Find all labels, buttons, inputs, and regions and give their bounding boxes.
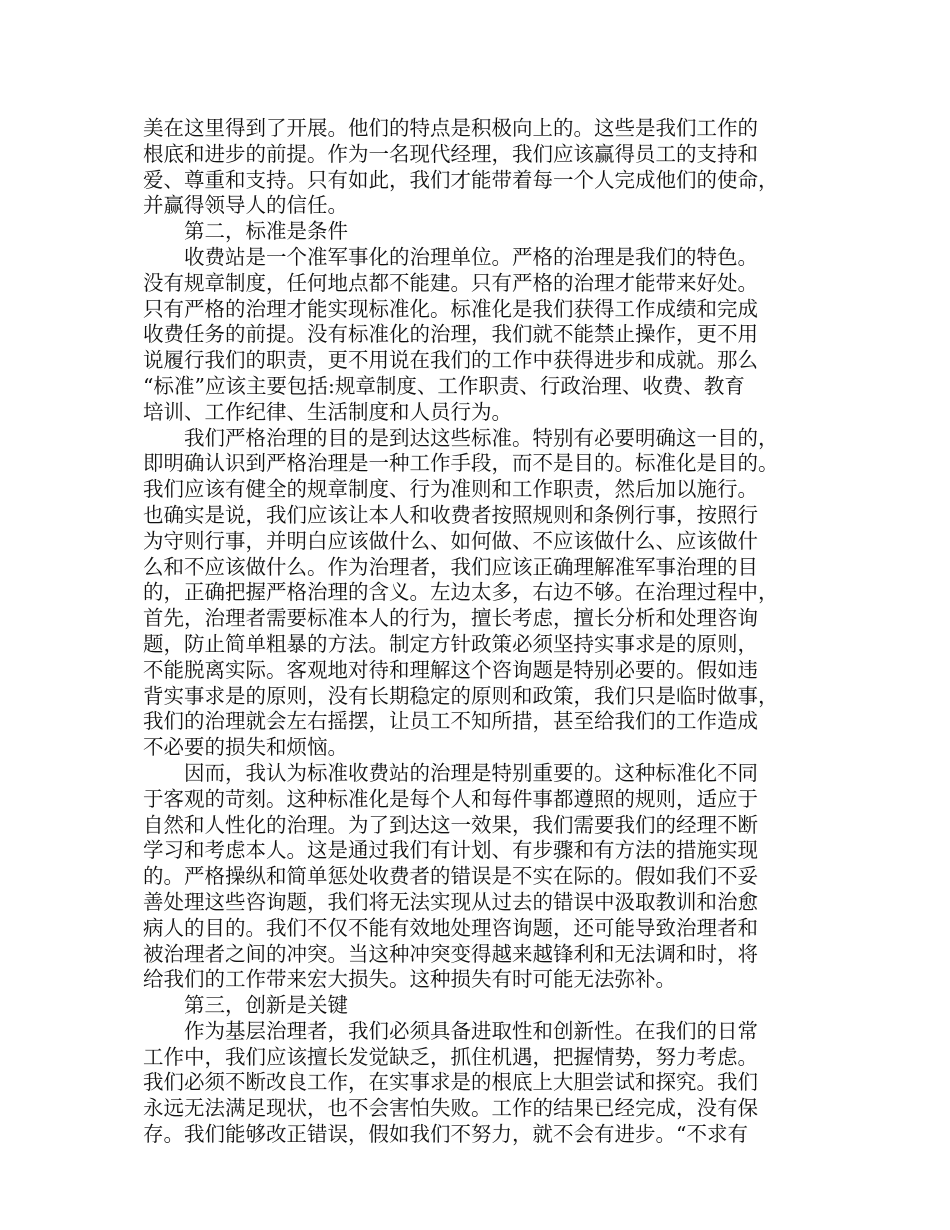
text-line: 么和不应该做什么。作为治理者，我们应该正确理解准军事治理的目 bbox=[143, 554, 758, 579]
text-line: 我们严格治理的目的是到达这些标准。特别有必要明确这一目的， bbox=[184, 425, 779, 450]
text-line: 我们的治理就会左右摇摆，让员工不知所措，甚至给我们的工作造成 bbox=[143, 709, 758, 734]
text-line: 也确实是说，我们应该让本人和收费者按照规则和条例行事，按照行 bbox=[143, 502, 758, 527]
text-line: 没有规章制度，任何地点都不能建。只有严格的治理才能带来好处。 bbox=[143, 270, 758, 295]
text-line: 学习和考虑本人。这是通过我们有计划、有步骤和有方法的措施实现 bbox=[143, 838, 758, 863]
text-line: 即明确认识到严格治理是一种工作手段，而不是目的。标准化是目的。 bbox=[143, 451, 779, 476]
text-line: 收费站是一个准军事化的治理单位。严格的治理是我们的特色。 bbox=[184, 244, 758, 269]
text-line: 善处理这些咨询题，我们将无法实现从过去的错误中汲取教训和治愈 bbox=[143, 889, 758, 914]
text-line: 永远无法满足现状，也不会害怕失败。工作的结果已经完成，没有保 bbox=[143, 1096, 758, 1121]
text-line: 工作中，我们应该擅长发觉缺乏，抓住机遇，把握情势，努力考虑。 bbox=[143, 1044, 758, 1069]
text-line: 自然和人性化的治理。为了到达这一效果，我们需要我们的经理不断 bbox=[143, 812, 758, 837]
text-line: 作为基层治理者，我们必须具备进取性和创新性。在我们的日常 bbox=[184, 1018, 758, 1043]
text-line: 说履行我们的职责，更不用说在我们的工作中获得进步和成就。那么 bbox=[143, 348, 758, 373]
text-line: 不能脱离实际。客观地对待和理解这个咨询题是特别必要的。假如违 bbox=[143, 657, 758, 682]
text-line: 为守则行事，并明白应该做什么、如何做、不应该做什么、应该做什 bbox=[143, 528, 758, 553]
text-line: 第二，标准是条件 bbox=[184, 219, 348, 244]
text-line: 不必要的损失和烦恼。 bbox=[143, 735, 348, 760]
text-line: 并赢得领导人的信任。 bbox=[143, 193, 348, 218]
document-body bbox=[143, 116, 843, 1148]
text-line: 我们必须不断改良工作，在实事求是的根底上大胆尝试和探究。我们 bbox=[143, 1070, 758, 1095]
text-line: 根底和进步的前提。作为一名现代经理，我们应该赢得员工的支持和 bbox=[143, 141, 758, 166]
text-line: 的，正确把握严格治理的含义。左边太多，右边不够。在治理过程中， bbox=[143, 580, 779, 605]
text-line: 只有严格的治理才能实现标准化。标准化是我们获得工作成绩和完成 bbox=[143, 296, 758, 321]
text-line: 首先，治理者需要标准本人的行为，擅长考虑，擅长分析和处理咨询 bbox=[143, 606, 758, 631]
text-line: 病人的目的。我们不仅不能有效地处理咨询题，还可能导致治理者和 bbox=[143, 915, 758, 940]
text-line: 因而，我认为标准收费站的治理是特别重要的。这种标准化不同 bbox=[184, 760, 758, 785]
text-line: 题，防止简单粗暴的方法。制定方针政策必须坚持实事求是的原则， bbox=[143, 631, 758, 656]
text-line: 爱、尊重和支持。只有如此，我们才能带着每一个人完成他们的使命， bbox=[143, 167, 779, 192]
text-line: 我们应该有健全的规章制度、行为准则和工作职责，然后加以施行。 bbox=[143, 477, 758, 502]
text-line: 培训、工作纪律、生活制度和人员行为。 bbox=[143, 399, 512, 424]
text-line: 背实事求是的原则，没有长期稳定的原则和政策，我们只是临时做事， bbox=[143, 683, 779, 708]
text-line: 存。我们能够改正错误，假如我们不努力，就不会有进步。“不求有 bbox=[143, 1122, 748, 1147]
text-line: 第三，创新是关键 bbox=[184, 993, 348, 1018]
text-line: 美在这里得到了开展。他们的特点是积极向上的。这些是我们工作的 bbox=[143, 116, 758, 140]
text-line: 给我们的工作带来宏大损失。这种损失有时可能无法弥补。 bbox=[143, 967, 676, 992]
text-line: 被治理者之间的冲突。当这种冲突变得越来越锋利和无法调和时，将 bbox=[143, 941, 758, 966]
text-line: 的。严格操纵和简单惩处收费者的错误是不实在际的。假如我们不妥 bbox=[143, 864, 758, 889]
text-line: 收费任务的前提。没有标准化的治理，我们就不能禁止操作，更不用 bbox=[143, 322, 758, 347]
text-line: “标准”应该主要包括:规章制度、工作职责、行政治理、收费、教育 bbox=[143, 373, 745, 398]
text-line: 于客观的苛刻。这种标准化是每个人和每件事都遵照的规则，适应于 bbox=[143, 786, 758, 811]
